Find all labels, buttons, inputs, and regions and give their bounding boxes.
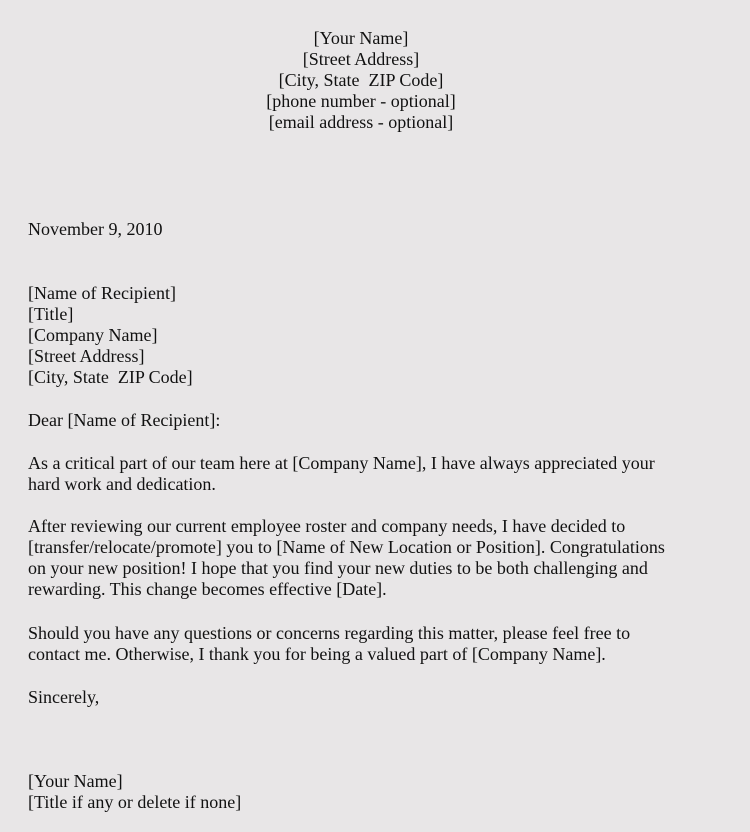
- signature-name: [Your Name]: [28, 771, 123, 791]
- paragraph-line: on your new position! I hope that you find your new duties to be both challenging and: [28, 558, 648, 578]
- sender-name: [Your Name]: [313, 28, 409, 48]
- paragraph-line: After reviewing our current employee roster and company needs, I have decided to: [28, 516, 626, 536]
- paragraph-2: [28, 516, 728, 600]
- date-text: November 9, 2010: [28, 219, 163, 239]
- sender-street: [Street Address]: [302, 49, 420, 69]
- sender-block: [0, 28, 722, 133]
- letter-date: [28, 219, 728, 240]
- closing-text: Sincerely,: [28, 687, 100, 707]
- recipient-title: [Title]: [28, 304, 74, 324]
- paragraph-3: [28, 623, 728, 665]
- recipient-block: [28, 283, 728, 388]
- closing: [28, 687, 728, 708]
- recipient-city: [City, State ZIP Code]: [28, 367, 193, 387]
- salutation-text: Dear [Name of Recipient]:: [28, 410, 221, 430]
- paragraph-1: [28, 453, 728, 495]
- salutation: [28, 410, 728, 431]
- signature-title: [Title if any or delete if none]: [28, 792, 242, 812]
- recipient-street: [Street Address]: [28, 346, 145, 366]
- recipient-company: [Company Name]: [28, 325, 158, 345]
- paragraph-line: As a critical part of our team here at [Company Name], I have always appreciated your: [28, 453, 655, 473]
- sender-email: [email address - optional]: [268, 112, 454, 132]
- sender-phone: [phone number - optional]: [266, 91, 456, 111]
- paragraph-line: [transfer/relocate/promote] you to [Name of New Location or Position]. Congratulations: [28, 537, 665, 557]
- signature-block: [28, 771, 728, 813]
- paragraph-line: Should you have any questions or concerns regarding this matter, please feel free to: [28, 623, 631, 643]
- recipient-name: [Name of Recipient]: [28, 283, 176, 303]
- sender-city: [City, State ZIP Code]: [278, 70, 444, 90]
- paragraph-line: rewarding. This change becomes effective [Date].: [28, 579, 387, 599]
- paragraph-line: contact me. Otherwise, I thank you for being a valued part of [Company Name].: [28, 644, 606, 664]
- paragraph-line: hard work and dedication.: [28, 474, 216, 494]
